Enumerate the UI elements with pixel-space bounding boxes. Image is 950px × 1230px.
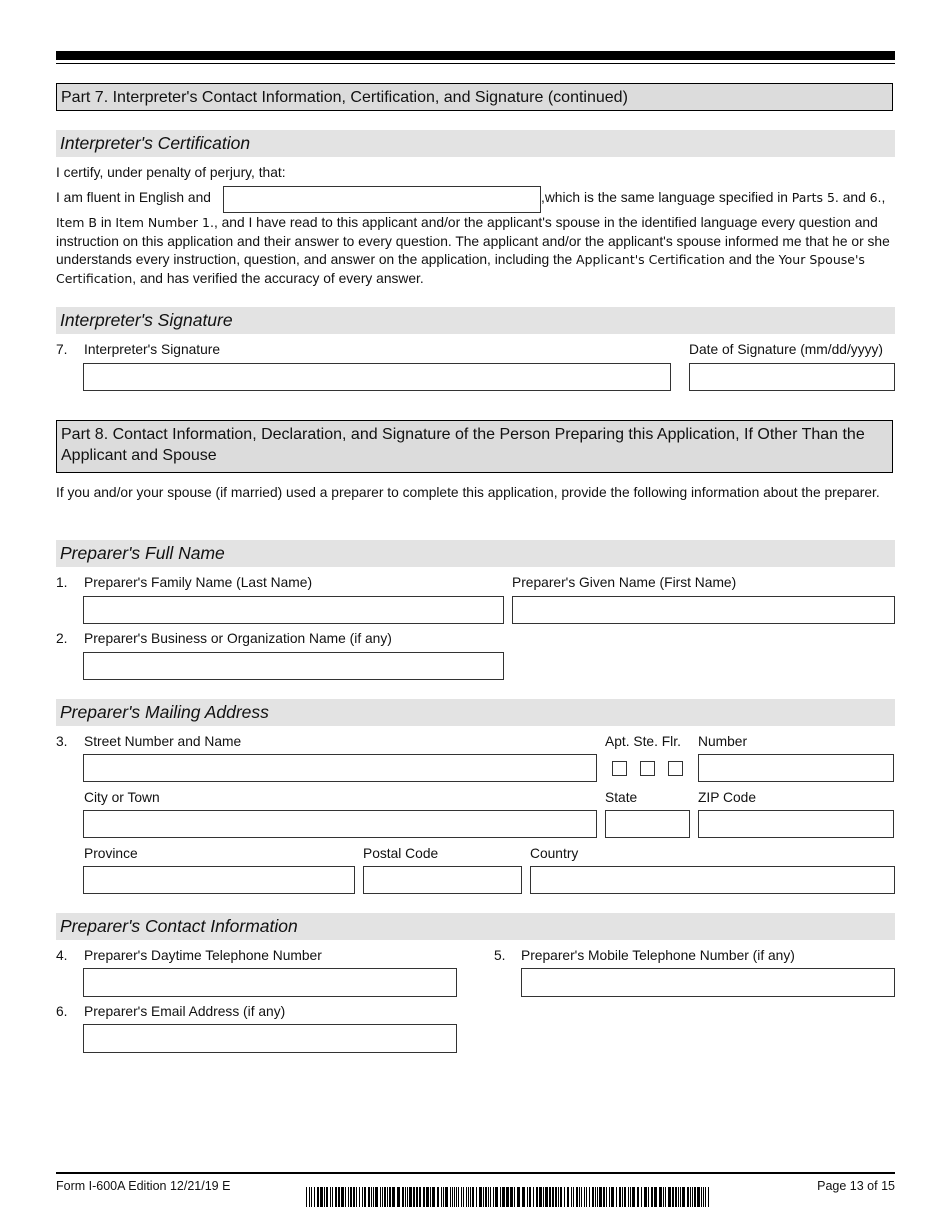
barcode-bar xyxy=(402,1187,404,1207)
barcode-bar xyxy=(488,1187,489,1207)
barcode-bar xyxy=(694,1187,696,1207)
barcode-bar xyxy=(437,1187,439,1207)
barcode-bar xyxy=(409,1187,412,1207)
ste-checkbox[interactable] xyxy=(640,761,655,776)
barcode-bar xyxy=(589,1187,590,1207)
barcode-bar xyxy=(371,1187,372,1207)
barcode-bar xyxy=(356,1187,357,1207)
barcode-bar xyxy=(380,1187,381,1207)
barcode-bar xyxy=(672,1187,674,1207)
barcode-bar xyxy=(373,1187,374,1207)
barcode-bar xyxy=(445,1187,448,1207)
barcode-bar xyxy=(476,1187,477,1207)
barcode-bar xyxy=(306,1187,307,1207)
barcode-bar xyxy=(597,1187,598,1207)
barcode-bar xyxy=(573,1187,574,1207)
barcode-bar xyxy=(609,1187,610,1207)
barcode-bar xyxy=(441,1187,442,1207)
address-section-heading xyxy=(56,699,895,726)
barcode-bar xyxy=(549,1187,551,1207)
barcode-bar xyxy=(611,1187,614,1207)
barcode-bar xyxy=(382,1187,383,1207)
barcode-bar xyxy=(387,1187,388,1207)
barcode xyxy=(306,1187,712,1207)
barcode-bar xyxy=(338,1187,340,1207)
barcode-bar xyxy=(470,1187,471,1207)
signature-date-label: Date of Signature (mm/dd/yyyy) xyxy=(689,342,883,357)
email-label: Preparer's Email Address (if any) xyxy=(84,1004,286,1019)
barcode-bar xyxy=(576,1187,578,1207)
barcode-bar xyxy=(668,1187,671,1207)
barcode-bar xyxy=(644,1187,647,1207)
barcode-bar xyxy=(545,1187,548,1207)
barcode-bar xyxy=(311,1187,312,1207)
barcode-bar xyxy=(663,1187,664,1207)
barcode-bar xyxy=(309,1187,310,1207)
barcode-bar xyxy=(502,1187,505,1207)
barcode-bar xyxy=(514,1187,515,1207)
barcode-bar xyxy=(651,1187,653,1207)
part8-title: Part 8. Contact Information, Declaration, and Signature of the Person Preparing this Application, If Other Than the Applicant and Spouse xyxy=(61,426,865,464)
barcode-bar xyxy=(320,1187,323,1207)
barcode-bar xyxy=(539,1187,542,1207)
city-field[interactable] xyxy=(83,810,597,838)
country-field[interactable] xyxy=(530,866,895,894)
barcode-bar xyxy=(622,1187,623,1207)
barcode-bar xyxy=(452,1187,453,1207)
apt-checkbox[interactable] xyxy=(612,761,627,776)
barcode-bar xyxy=(454,1187,455,1207)
barcode-bar xyxy=(407,1187,408,1207)
zip-field[interactable] xyxy=(698,810,894,838)
full-name-heading-text: Preparer's Full Name xyxy=(60,543,225,563)
barcode-bar xyxy=(579,1187,580,1207)
barcode-bar xyxy=(330,1187,331,1207)
barcode-bar xyxy=(555,1187,557,1207)
barcode-bar xyxy=(648,1187,649,1207)
barcode-bar xyxy=(678,1187,679,1207)
barcode-bar xyxy=(392,1187,395,1207)
barcode-bar xyxy=(432,1187,435,1207)
barcode-bar xyxy=(543,1187,544,1207)
daytime-phone-label: Preparer's Daytime Telephone Number xyxy=(84,948,322,963)
family-name-label: Preparer's Family Name (Last Name) xyxy=(84,575,313,590)
signature-heading-text: Interpreter's Signature xyxy=(60,310,233,330)
unit-number-label: Number xyxy=(698,734,748,749)
barcode-bar xyxy=(332,1187,333,1207)
barcode-bar xyxy=(506,1187,509,1207)
barcode-bar xyxy=(692,1187,693,1207)
barcode-bar xyxy=(529,1187,531,1207)
barcode-bar xyxy=(326,1187,328,1207)
barcode-bar xyxy=(426,1187,429,1207)
barcode-bar xyxy=(564,1187,565,1207)
barcode-bar xyxy=(665,1187,666,1207)
barcode-bar xyxy=(552,1187,554,1207)
postal-code-label: Postal Code xyxy=(363,846,439,861)
barcode-bar xyxy=(592,1187,594,1207)
item-number-3: 3. xyxy=(56,734,68,749)
province-label: Province xyxy=(84,846,138,861)
barcode-bar xyxy=(466,1187,467,1207)
state-label: State xyxy=(605,790,638,805)
language-input[interactable] xyxy=(223,186,541,213)
barcode-bar xyxy=(628,1187,629,1207)
barcode-bar xyxy=(362,1187,363,1207)
barcode-bar xyxy=(419,1187,421,1207)
barcode-bar xyxy=(705,1187,706,1207)
barcode-bar xyxy=(450,1187,451,1207)
barcode-bar xyxy=(586,1187,587,1207)
address-heading-text: Preparer's Mailing Address xyxy=(60,702,269,722)
barcode-bar xyxy=(560,1187,562,1207)
barcode-bar xyxy=(456,1187,457,1207)
top-rule-thick xyxy=(56,51,895,60)
barcode-bar xyxy=(324,1187,325,1207)
barcode-bar xyxy=(364,1187,366,1207)
part7-title: Part 7. Interpreter's Contact Information, Certification, and Signature (continued) xyxy=(61,89,628,106)
given-name-field[interactable] xyxy=(512,596,895,624)
barcode-bar xyxy=(708,1187,709,1207)
country-label: Country xyxy=(530,846,579,861)
barcode-bar xyxy=(654,1187,657,1207)
barcode-bar xyxy=(479,1187,482,1207)
email-field[interactable] xyxy=(83,1024,457,1053)
barcode-bar xyxy=(595,1187,596,1207)
signature-section-heading xyxy=(56,307,895,334)
barcode-bar xyxy=(416,1187,418,1207)
certification-section-heading xyxy=(56,130,895,157)
mobile-phone-label: Preparer's Mobile Telephone Number (if any) xyxy=(521,948,795,963)
item-number-7: 7. xyxy=(56,342,68,357)
barcode-bar xyxy=(510,1187,513,1207)
fluent-suffix: ,which is the same language specified in Parts 5. and 6., xyxy=(541,190,886,205)
part8-intro: If you and/or your spouse (if married) used a preparer to complete this application, provide the following information about the preparer. xyxy=(56,485,880,500)
barcode-bar xyxy=(517,1187,520,1207)
barcode-bar xyxy=(630,1187,631,1207)
contact-heading-text: Preparer's Contact Information xyxy=(60,916,298,936)
barcode-bar xyxy=(413,1187,415,1207)
barcode-bar xyxy=(500,1187,501,1207)
barcode-bar xyxy=(641,1187,642,1207)
barcode-bar xyxy=(472,1187,474,1207)
barcode-bar xyxy=(697,1187,700,1207)
barcode-bar xyxy=(581,1187,582,1207)
barcode-bar xyxy=(405,1187,406,1207)
barcode-bar xyxy=(690,1187,691,1207)
barcode-bar xyxy=(675,1187,677,1207)
signature-date-field[interactable] xyxy=(689,363,895,391)
zip-label: ZIP Code xyxy=(698,790,757,805)
certification-heading-text: Interpreter's Certification xyxy=(60,133,251,153)
barcode-bar xyxy=(483,1187,484,1207)
business-name-label: Preparer's Business or Organization Name (if any) xyxy=(84,631,392,646)
item-number-6: 6. xyxy=(56,1004,68,1019)
barcode-bar xyxy=(384,1187,386,1207)
barcode-bar xyxy=(493,1187,494,1207)
item-number-4: 4. xyxy=(56,948,68,963)
flr-checkbox[interactable] xyxy=(668,761,683,776)
contact-section-heading xyxy=(56,913,895,940)
barcode-bar xyxy=(533,1187,534,1207)
barcode-bar xyxy=(345,1187,346,1207)
barcode-bar xyxy=(659,1187,662,1207)
street-label: Street Number and Name xyxy=(84,734,242,749)
barcode-bar xyxy=(368,1187,370,1207)
certify-line: I certify, under penalty of perjury, that: xyxy=(56,165,286,180)
interpreter-signature-label: Interpreter's Signature xyxy=(84,342,221,357)
fluent-prefix: I am fluent in English and xyxy=(56,190,211,205)
barcode-bar xyxy=(375,1187,378,1207)
item-number-2: 2. xyxy=(56,631,68,646)
barcode-bar xyxy=(701,1187,702,1207)
barcode-bar xyxy=(522,1187,525,1207)
barcode-bar xyxy=(468,1187,469,1207)
barcode-bar xyxy=(536,1187,538,1207)
full-name-section-heading xyxy=(56,540,895,567)
barcode-bar xyxy=(584,1187,585,1207)
page-number: Page 13 of 15 xyxy=(817,1179,895,1193)
item-number-5: 5. xyxy=(494,948,506,963)
form-edition: Form I-600A Edition 12/21/19 E xyxy=(56,1179,231,1193)
barcode-bar xyxy=(348,1187,349,1207)
province-field[interactable] xyxy=(83,866,355,894)
barcode-bar xyxy=(680,1187,681,1207)
barcode-bar xyxy=(335,1187,337,1207)
barcode-bar xyxy=(443,1187,444,1207)
barcode-bar xyxy=(314,1187,315,1207)
barcode-bar xyxy=(619,1187,621,1207)
bottom-rule xyxy=(56,1172,895,1174)
barcode-bar xyxy=(317,1187,319,1207)
barcode-bar xyxy=(350,1187,352,1207)
top-rule-thin xyxy=(56,63,895,64)
barcode-bar xyxy=(703,1187,704,1207)
barcode-bar xyxy=(463,1187,464,1207)
barcode-bar xyxy=(353,1187,355,1207)
barcode-bar xyxy=(389,1187,391,1207)
postal-code-field[interactable] xyxy=(363,866,522,894)
part7-header xyxy=(56,83,893,111)
barcode-bar xyxy=(461,1187,462,1207)
barcode-bar xyxy=(359,1187,360,1207)
certification-paragraph: Item B in Item Number 1., and I have read to this applicant and/or the applicant's spouse in the identified language every question and instruction on this application and their answer to every question. The applicant and/or the applicant's spouse informed me that he or she understands every instruction, question, and answer on the application, including the Applicant's Certification and the Your Spouse's Certification, and has verified the accuracy of every answer. xyxy=(56,215,890,286)
city-label: City or Town xyxy=(84,790,160,805)
item-number-1: 1. xyxy=(56,575,68,590)
barcode-bar xyxy=(490,1187,491,1207)
part8-header xyxy=(56,420,893,473)
barcode-bar xyxy=(624,1187,626,1207)
barcode-bar xyxy=(397,1187,400,1207)
barcode-bar xyxy=(571,1187,572,1207)
barcode-bar xyxy=(632,1187,635,1207)
barcode-bar xyxy=(616,1187,617,1207)
barcode-bar xyxy=(687,1187,689,1207)
unit-number-field[interactable] xyxy=(698,754,894,782)
apt-ste-flr-label: Apt. Ste. Flr. xyxy=(605,734,681,749)
barcode-bar xyxy=(430,1187,431,1207)
state-select[interactable] xyxy=(605,810,690,838)
interpreter-signature-field[interactable] xyxy=(83,363,671,391)
daytime-phone-field[interactable] xyxy=(83,968,457,997)
barcode-bar xyxy=(458,1187,459,1207)
barcode-bar xyxy=(682,1187,685,1207)
barcode-bar xyxy=(485,1187,487,1207)
barcode-bar xyxy=(637,1187,639,1207)
barcode-bar xyxy=(606,1187,607,1207)
mobile-phone-field[interactable] xyxy=(521,968,895,997)
barcode-bar xyxy=(567,1187,569,1207)
family-name-field[interactable] xyxy=(83,596,504,624)
street-field[interactable] xyxy=(83,754,597,782)
barcode-bar xyxy=(341,1187,344,1207)
barcode-bar xyxy=(527,1187,528,1207)
business-name-field[interactable] xyxy=(83,652,504,680)
barcode-bar xyxy=(599,1187,602,1207)
given-name-label: Preparer's Given Name (First Name) xyxy=(512,575,737,590)
barcode-bar xyxy=(495,1187,498,1207)
barcode-bar xyxy=(603,1187,605,1207)
barcode-bar xyxy=(423,1187,425,1207)
barcode-bar xyxy=(558,1187,559,1207)
